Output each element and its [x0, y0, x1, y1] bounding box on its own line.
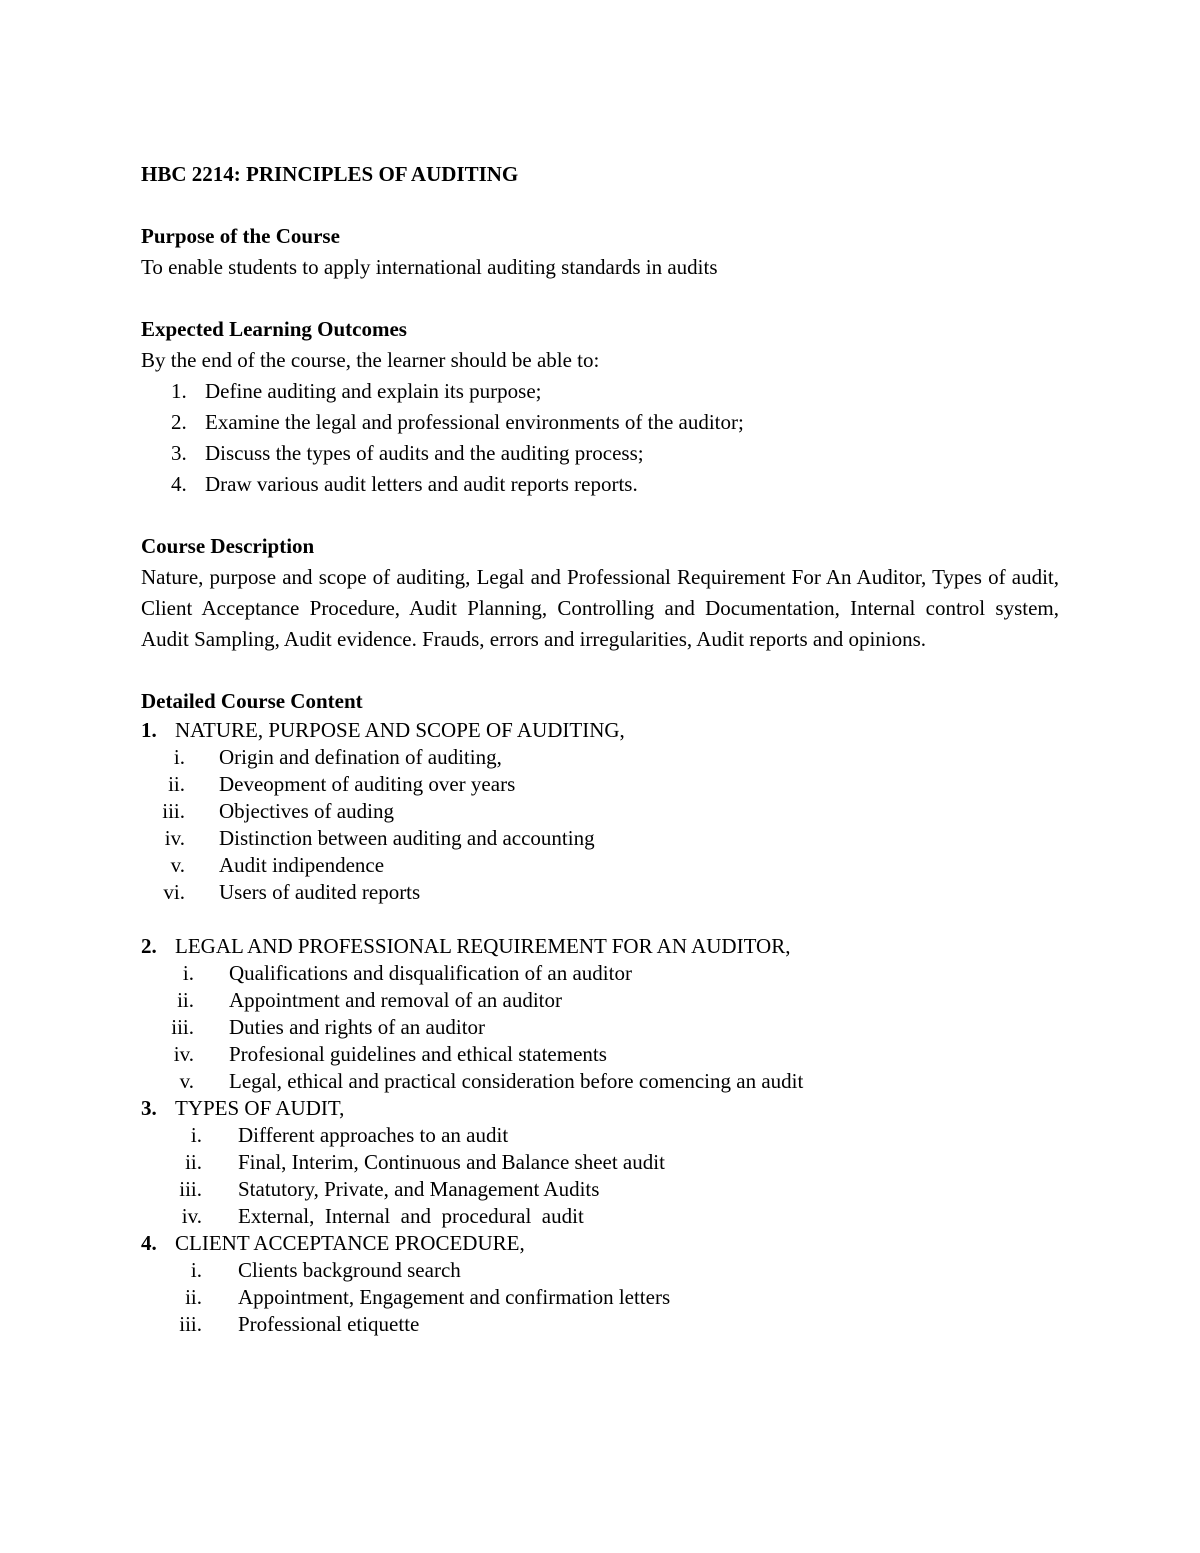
- topic-title: CLIENT ACCEPTANCE PROCEDURE,: [175, 1231, 525, 1255]
- description-heading: Course Description: [141, 534, 315, 558]
- subtopic-text: Duties and rights of an auditor: [229, 1015, 486, 1039]
- subtopic-numeral: iv.: [173, 1042, 194, 1066]
- outcome-item: [141, 376, 1059, 407]
- subtopic-numeral: iii.: [179, 1312, 202, 1336]
- subtopic-item: [141, 1122, 1059, 1149]
- outcome-text: Define auditing and explain its purpose;: [205, 379, 542, 403]
- subtopic-numeral: vi.: [163, 880, 185, 904]
- subtopic-numeral: iv.: [181, 1204, 202, 1228]
- topic-title: TYPES OF AUDIT,: [175, 1096, 345, 1120]
- topic-title: LEGAL AND PROFESSIONAL REQUIREMENT FOR AN AUDITOR,: [175, 934, 791, 958]
- topic-number: 2.: [141, 934, 157, 958]
- subtopic-numeral: v.: [179, 1069, 194, 1093]
- purpose-heading: Purpose of the Course: [141, 224, 340, 248]
- outcome-number: 2.: [171, 410, 187, 434]
- topic-heading: [141, 717, 1059, 744]
- subtopic-numeral: ii.: [185, 1150, 202, 1174]
- subtopic-item: [141, 852, 1059, 879]
- subtopic-numeral: ii.: [168, 772, 185, 796]
- outcome-item: [141, 407, 1059, 438]
- subtopic-numeral: i.: [173, 745, 185, 769]
- subtopic-numeral: iv.: [164, 826, 185, 850]
- subtopic-text: Legal, ethical and practical consideration before comencing an audit: [229, 1069, 804, 1093]
- outcome-item: [141, 469, 1059, 500]
- outcome-number: 3.: [171, 441, 187, 465]
- purpose-text: To enable students to apply international auditing standards in audits: [141, 255, 718, 279]
- subtopic-text: Appointment, Engagement and confirmation letters: [238, 1285, 671, 1309]
- outcome-text: Discuss the types of audits and the auditing process;: [205, 441, 644, 465]
- outcome-text: Draw various audit letters and audit reports reports.: [205, 472, 638, 496]
- subtopic-numeral: i.: [190, 1258, 202, 1282]
- subtopic-text: External, Internal and procedural audit: [238, 1204, 584, 1228]
- content-heading: Detailed Course Content: [141, 689, 363, 713]
- subtopic-item: [141, 744, 1059, 771]
- subtopic-item: [141, 798, 1059, 825]
- subtopic-text: Statutory, Private, and Management Audits: [238, 1177, 600, 1201]
- subtopic-numeral: ii.: [185, 1285, 202, 1309]
- topic-number: 4.: [141, 1231, 157, 1255]
- subtopic-text: Final, Interim, Continuous and Balance sheet audit: [238, 1150, 665, 1174]
- subtopic-text: Professional etiquette: [238, 1312, 420, 1336]
- subtopic-text: Users of audited reports: [219, 880, 421, 904]
- subtopic-numeral: iii.: [162, 799, 185, 823]
- subtopic-text: Objectives of auding: [219, 799, 394, 823]
- subtopic-numeral: iii.: [179, 1177, 202, 1201]
- subtopic-item: [141, 960, 1059, 987]
- outcome-number: 4.: [171, 472, 187, 496]
- spacer: [141, 500, 1059, 531]
- subtopic-item: [141, 1284, 1059, 1311]
- subtopic-item: [141, 1014, 1059, 1041]
- topic-subtopics: [141, 960, 1059, 1095]
- document-title: HBC 2214: PRINCIPLES OF AUDITING: [141, 162, 519, 186]
- subtopic-text: Different approaches to an audit: [238, 1123, 509, 1147]
- subtopic-text: Origin and defination of auditing,: [219, 745, 502, 769]
- topic-heading: [141, 933, 1059, 960]
- document-page: [141, 159, 1059, 1338]
- subtopic-numeral: iii.: [171, 1015, 194, 1039]
- subtopic-numeral: i.: [190, 1123, 202, 1147]
- outcomes-list: [141, 376, 1059, 500]
- subtopic-text: Clients background search: [238, 1258, 461, 1282]
- outcome-text: Examine the legal and professional environments of the auditor;: [205, 410, 744, 434]
- subtopic-item: [141, 1257, 1059, 1284]
- topic-number: 3.: [141, 1096, 157, 1120]
- topic-heading: [141, 1095, 1059, 1122]
- topic-subtopics: [141, 744, 1059, 906]
- subtopic-text: Qualifications and disqualification of an auditor: [229, 961, 632, 985]
- subtopic-text: Appointment and removal of an auditor: [229, 988, 562, 1012]
- subtopic-numeral: v.: [170, 853, 185, 877]
- subtopic-item: [141, 1149, 1059, 1176]
- subtopic-item: [141, 987, 1059, 1014]
- description-text: Nature, purpose and scope of auditing, Legal and Professional Requirement For An Auditor, Types of audit, Client Acceptance Procedure, Audit Planning, Controlling and Documentation, Internal control system, Audit Sampling, Audit evidence. Frauds, errors and irregularities, Audit reports and opinions.: [141, 565, 1059, 651]
- subtopic-item: [141, 825, 1059, 852]
- outcome-number: 1.: [171, 379, 187, 403]
- topic-subtopics: [141, 1257, 1059, 1338]
- outcomes-intro: By the end of the course, the learner should be able to:: [141, 348, 600, 372]
- subtopic-item: [141, 1041, 1059, 1068]
- subtopic-item: [141, 1068, 1059, 1095]
- subtopic-item: [141, 879, 1059, 906]
- outcome-item: [141, 438, 1059, 469]
- outcomes-heading: Expected Learning Outcomes: [141, 317, 407, 341]
- subtopic-text: Distinction between auditing and accounting: [219, 826, 595, 850]
- spacer: [141, 190, 1059, 221]
- topic-number: 1.: [141, 718, 157, 742]
- subtopic-item: [141, 1311, 1059, 1338]
- topic-subtopics: [141, 1122, 1059, 1230]
- subtopic-numeral: ii.: [177, 988, 194, 1012]
- spacer: [141, 906, 1059, 933]
- subtopic-text: Deveopment of auditing over years: [219, 772, 516, 796]
- subtopic-text: Audit indipendence: [219, 853, 385, 877]
- spacer: [141, 283, 1059, 314]
- subtopic-item: [141, 771, 1059, 798]
- subtopic-item: [141, 1176, 1059, 1203]
- spacer: [141, 655, 1059, 686]
- topic-heading: [141, 1230, 1059, 1257]
- subtopic-text: Profesional guidelines and ethical statements: [229, 1042, 607, 1066]
- topic-title: NATURE, PURPOSE AND SCOPE OF AUDITING,: [175, 718, 625, 742]
- subtopic-numeral: i.: [182, 961, 194, 985]
- subtopic-item: [141, 1203, 1059, 1230]
